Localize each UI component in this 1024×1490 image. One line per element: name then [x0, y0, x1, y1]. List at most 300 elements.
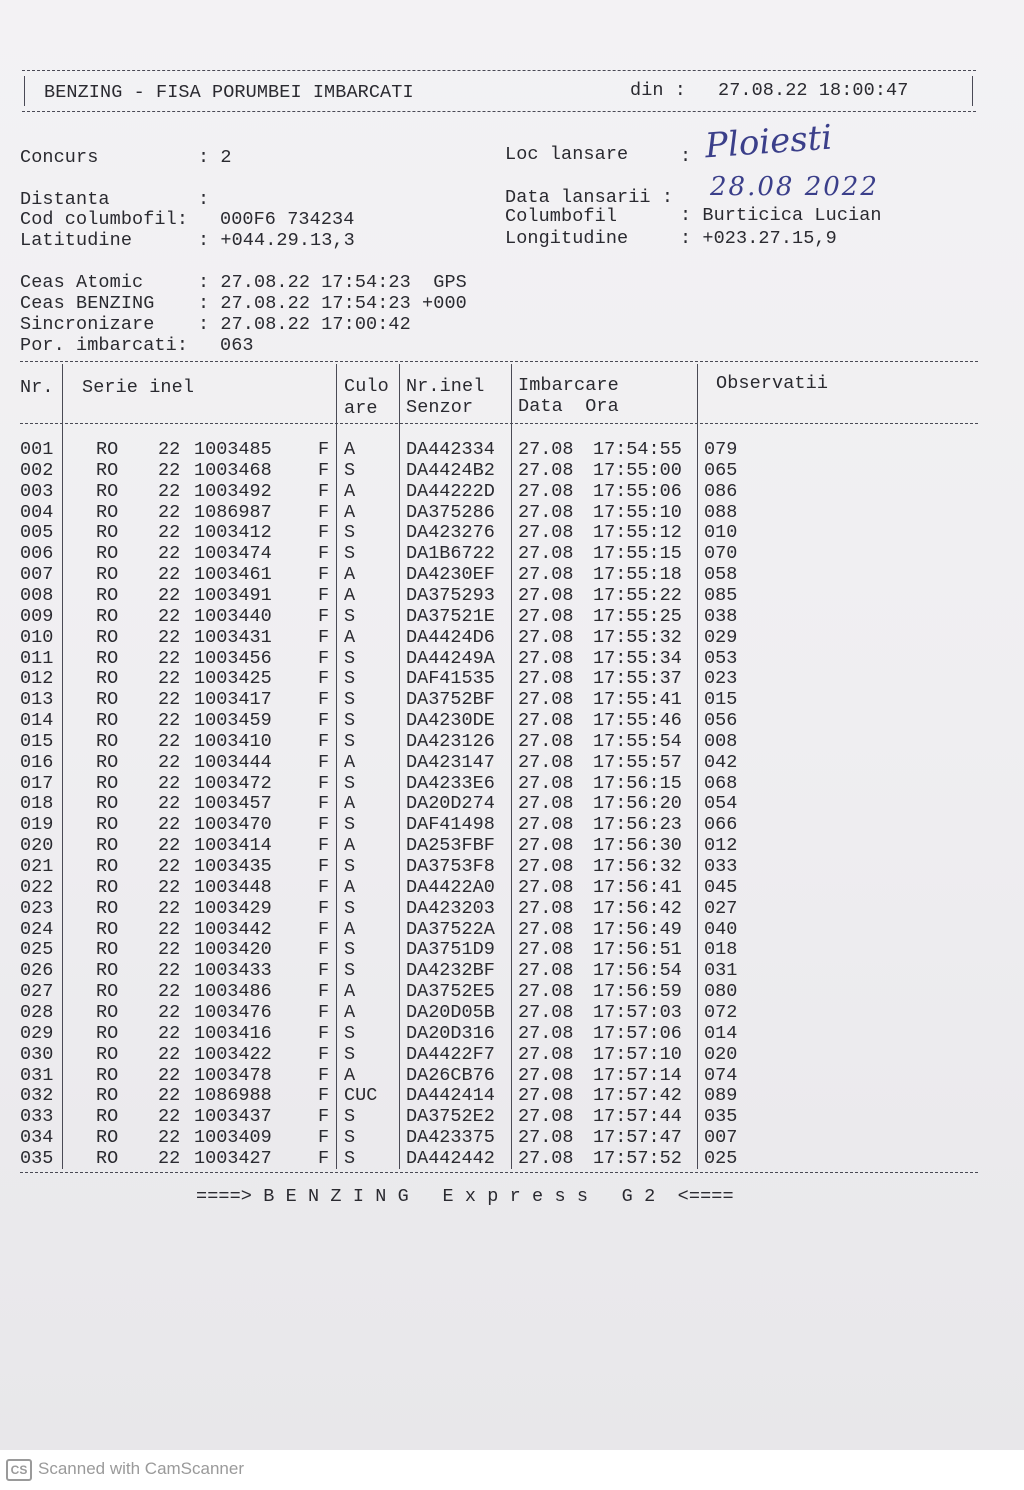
row-time: 17:56:15 — [593, 772, 682, 794]
row-ring-number: 1003437 — [194, 1106, 272, 1128]
columbofil-value: : Burticica Lucian — [680, 205, 882, 226]
row-observation: 066 — [704, 814, 738, 836]
row-sex: F — [318, 856, 330, 877]
table-row — [0, 752, 1000, 773]
row-year: 22 — [158, 1064, 181, 1086]
table-top-rule — [20, 361, 978, 362]
row-nr: 004 — [20, 501, 54, 523]
row-year: 22 — [158, 1022, 181, 1044]
row-time: 17:56:54 — [593, 960, 682, 982]
row-sex: F — [318, 605, 330, 627]
row-sensor-ring: DA423276 — [406, 522, 495, 544]
row-country: RO — [96, 751, 119, 773]
row-color: S — [344, 459, 356, 481]
row-color: A — [344, 1001, 356, 1023]
row-country: RO — [96, 584, 119, 606]
row-observation: 072 — [704, 1001, 738, 1023]
row-ring-number: 1086988 — [194, 1085, 272, 1107]
table-row — [0, 1127, 1000, 1148]
row-sex: F — [318, 876, 330, 898]
row-observation: 014 — [704, 1022, 738, 1044]
row-sex: F — [318, 564, 330, 586]
row-sensor-ring: DA26CB76 — [406, 1064, 495, 1086]
row-observation: 053 — [704, 647, 738, 669]
row-sex: F — [318, 480, 330, 502]
row-sensor-ring: DA4232BF — [406, 960, 495, 982]
row-ring-number: 1003459 — [194, 710, 272, 732]
row-date: 27.08 — [518, 835, 574, 857]
row-year: 22 — [158, 918, 181, 940]
row-time: 17:55:00 — [593, 459, 682, 481]
scanner-watermark-bar — [0, 1450, 1024, 1490]
row-sex: F — [318, 668, 330, 690]
row-ring-number: 1003416 — [194, 1022, 272, 1044]
row-year: 22 — [158, 543, 181, 565]
row-ring-number: 1003425 — [194, 668, 272, 690]
row-nr: 025 — [20, 939, 54, 961]
row-sensor-ring: DA20D274 — [406, 793, 495, 815]
row-year: 22 — [158, 856, 181, 877]
row-date: 27.08 — [518, 689, 574, 711]
row-observation: 025 — [704, 1147, 738, 1169]
row-year: 22 — [158, 480, 181, 502]
camscanner-watermark-text: Scanned with CamScanner — [38, 1459, 245, 1478]
row-year: 22 — [158, 730, 181, 752]
table-row — [0, 627, 1000, 648]
row-color: S — [344, 522, 356, 544]
row-sex: F — [318, 501, 330, 523]
row-ring-number: 1003461 — [194, 564, 272, 586]
row-nr: 001 — [20, 439, 54, 460]
row-observation: 070 — [704, 543, 738, 565]
row-color: S — [344, 814, 356, 836]
row-year: 22 — [158, 876, 181, 898]
row-date: 27.08 — [518, 1001, 574, 1023]
row-sensor-ring: DAF41535 — [406, 668, 495, 690]
row-observation: 042 — [704, 751, 738, 773]
cod-columbofil-label: Cod columbofil: — [20, 209, 189, 230]
row-color: S — [344, 689, 356, 711]
table-row — [0, 710, 1000, 731]
row-color: A — [344, 584, 356, 606]
row-country: RO — [96, 1001, 119, 1023]
row-year: 22 — [158, 1001, 181, 1023]
row-observation: 038 — [704, 605, 738, 627]
row-year: 22 — [158, 939, 181, 961]
row-observation: 008 — [704, 730, 738, 752]
row-year: 22 — [158, 501, 181, 523]
row-nr: 024 — [20, 918, 54, 940]
table-row — [0, 731, 1000, 752]
row-country: RO — [96, 501, 119, 523]
row-year: 22 — [158, 668, 181, 690]
row-year: 22 — [158, 981, 181, 1003]
row-observation: 020 — [704, 1043, 738, 1065]
header-culoare-1: Culo — [344, 376, 389, 397]
table-row — [0, 1065, 1000, 1086]
row-color: A — [344, 981, 356, 1003]
row-time: 17:55:32 — [593, 626, 682, 648]
row-observation: 045 — [704, 876, 738, 898]
row-time: 17:56:41 — [593, 876, 682, 898]
row-observation: 056 — [704, 710, 738, 732]
row-nr: 018 — [20, 793, 54, 815]
row-year: 22 — [158, 710, 181, 732]
row-date: 27.08 — [518, 668, 574, 690]
row-date: 27.08 — [518, 564, 574, 586]
row-date: 27.08 — [518, 626, 574, 648]
row-time: 17:55:10 — [593, 501, 682, 523]
row-ring-number: 1003476 — [194, 1001, 272, 1023]
row-sensor-ring: DA442442 — [406, 1147, 495, 1169]
table-row — [0, 502, 1000, 523]
row-ring-number: 1003442 — [194, 918, 272, 940]
row-ring-number: 1003491 — [194, 584, 272, 606]
row-ring-number: 1086987 — [194, 501, 272, 523]
row-country: RO — [96, 605, 119, 627]
row-country: RO — [96, 876, 119, 898]
row-sensor-ring: DA44249A — [406, 647, 495, 669]
row-country: RO — [96, 918, 119, 940]
row-color: A — [344, 1064, 356, 1086]
row-color: A — [344, 751, 356, 773]
row-color: A — [344, 918, 356, 940]
row-country: RO — [96, 1127, 119, 1149]
row-nr: 013 — [20, 689, 54, 711]
row-observation: 029 — [704, 626, 738, 648]
row-date: 27.08 — [518, 1022, 574, 1044]
row-year: 22 — [158, 689, 181, 711]
row-sensor-ring: DA4424D6 — [406, 626, 495, 648]
table-row — [0, 856, 1000, 877]
row-year: 22 — [158, 459, 181, 481]
row-ring-number: 1003435 — [194, 856, 272, 877]
row-nr: 022 — [20, 876, 54, 898]
row-time: 17:55:54 — [593, 730, 682, 752]
row-observation: 033 — [704, 856, 738, 877]
loc-lansare-label: Loc lansare — [505, 144, 629, 165]
row-observation: 079 — [704, 439, 738, 460]
row-date: 27.08 — [518, 710, 574, 732]
header-left-border — [24, 76, 25, 106]
row-time: 17:55:41 — [593, 689, 682, 711]
row-ring-number: 1003422 — [194, 1043, 272, 1065]
row-date: 27.08 — [518, 814, 574, 836]
header-nr-inel: Nr.inel — [406, 376, 485, 397]
row-sensor-ring: DA253FBF — [406, 835, 495, 857]
row-ring-number: 1003427 — [194, 1147, 272, 1169]
header-bottom-border — [22, 111, 976, 112]
row-year: 22 — [158, 772, 181, 794]
row-country: RO — [96, 522, 119, 544]
row-sensor-ring: DA3753F8 — [406, 856, 495, 877]
row-observation: 080 — [704, 981, 738, 1003]
row-year: 22 — [158, 897, 181, 919]
header-top-border — [22, 70, 976, 71]
camscanner-logo-icon: CS — [6, 1459, 32, 1481]
row-ring-number: 1003478 — [194, 1064, 272, 1086]
row-date: 27.08 — [518, 1064, 574, 1086]
row-country: RO — [96, 543, 119, 565]
row-year: 22 — [158, 960, 181, 982]
header-culoare-2: are — [344, 398, 378, 419]
row-country: RO — [96, 772, 119, 794]
row-time: 17:55:57 — [593, 751, 682, 773]
row-date: 27.08 — [518, 647, 574, 669]
row-sex: F — [318, 543, 330, 565]
table-row — [0, 793, 1000, 814]
row-ring-number: 1003485 — [194, 439, 272, 460]
table-row — [0, 773, 1000, 794]
table-row — [0, 1002, 1000, 1023]
row-ring-number: 1003468 — [194, 459, 272, 481]
row-time: 17:57:52 — [593, 1147, 682, 1169]
row-sensor-ring: DA20D316 — [406, 1022, 495, 1044]
header-senzor: Senzor — [406, 397, 474, 418]
row-color: CUC — [344, 1085, 378, 1107]
row-time: 17:56:32 — [593, 856, 682, 877]
row-time: 17:55:15 — [593, 543, 682, 565]
row-ring-number: 1003492 — [194, 480, 272, 502]
longitudine-value: : +023.27.15,9 — [680, 228, 837, 249]
row-year: 22 — [158, 793, 181, 815]
row-time: 17:56:59 — [593, 981, 682, 1003]
row-observation: 068 — [704, 772, 738, 794]
row-sex: F — [318, 730, 330, 752]
row-year: 22 — [158, 522, 181, 544]
document-title: BENZING - FISA PORUMBEI IMBARCATI — [44, 82, 414, 103]
row-sex: F — [318, 793, 330, 815]
row-nr: 017 — [20, 772, 54, 794]
row-date: 27.08 — [518, 1085, 574, 1107]
row-color: S — [344, 1147, 356, 1169]
row-sex: F — [318, 835, 330, 857]
row-date: 27.08 — [518, 981, 574, 1003]
row-country: RO — [96, 981, 119, 1003]
header-observatii: Observatii — [716, 373, 829, 394]
row-nr: 011 — [20, 647, 54, 669]
row-color: S — [344, 897, 356, 919]
row-observation: 018 — [704, 939, 738, 961]
concurs-label: Concurs — [20, 147, 99, 168]
row-ring-number: 1003457 — [194, 793, 272, 815]
row-sex: F — [318, 772, 330, 794]
row-sex: F — [318, 1022, 330, 1044]
concurs-value: : 2 — [198, 147, 232, 168]
row-year: 22 — [158, 605, 181, 627]
row-ring-number: 1003472 — [194, 772, 272, 794]
table-row — [0, 1085, 1000, 1106]
row-nr: 007 — [20, 564, 54, 586]
row-nr: 031 — [20, 1064, 54, 1086]
row-ring-number: 1003456 — [194, 647, 272, 669]
row-color: A — [344, 564, 356, 586]
row-time: 17:55:34 — [593, 647, 682, 669]
row-observation: 012 — [704, 835, 738, 857]
row-color: S — [344, 543, 356, 565]
row-ring-number: 1003448 — [194, 876, 272, 898]
row-observation: 031 — [704, 960, 738, 982]
row-nr: 002 — [20, 459, 54, 481]
row-sensor-ring: DA44222D — [406, 480, 495, 502]
row-country: RO — [96, 1064, 119, 1086]
print-datetime: 27.08.22 18:00:47 — [718, 80, 909, 101]
header-serie-inel: Serie inel — [82, 377, 195, 398]
row-sex: F — [318, 897, 330, 919]
row-nr: 010 — [20, 626, 54, 648]
row-sensor-ring: DA4422A0 — [406, 876, 495, 898]
row-ring-number: 1003433 — [194, 960, 272, 982]
row-nr: 012 — [20, 668, 54, 690]
row-country: RO — [96, 647, 119, 669]
row-sensor-ring: DA423126 — [406, 730, 495, 752]
row-time: 17:55:46 — [593, 710, 682, 732]
row-date: 27.08 — [518, 1147, 574, 1169]
row-time: 17:55:06 — [593, 480, 682, 502]
row-time: 17:57:06 — [593, 1022, 682, 1044]
row-year: 22 — [158, 647, 181, 669]
row-sex: F — [318, 1127, 330, 1149]
loc-lansare-handwritten: Ploiesti — [703, 117, 834, 167]
row-year: 22 — [158, 439, 181, 460]
row-color: A — [344, 793, 356, 815]
row-sensor-ring: DA3752E5 — [406, 981, 495, 1003]
row-sensor-ring: DA375286 — [406, 501, 495, 523]
row-sensor-ring: DA3752E2 — [406, 1106, 495, 1128]
row-time: 17:57:14 — [593, 1064, 682, 1086]
row-sex: F — [318, 584, 330, 606]
row-nr: 003 — [20, 480, 54, 502]
row-date: 27.08 — [518, 918, 574, 940]
table-row — [0, 606, 1000, 627]
row-country: RO — [96, 856, 119, 877]
row-country: RO — [96, 1106, 119, 1128]
row-country: RO — [96, 459, 119, 481]
row-year: 22 — [158, 584, 181, 606]
row-country: RO — [96, 1085, 119, 1107]
row-color: A — [344, 480, 356, 502]
row-sensor-ring: DA3751D9 — [406, 939, 495, 961]
row-color: A — [344, 626, 356, 648]
row-observation: 058 — [704, 564, 738, 586]
row-country: RO — [96, 1022, 119, 1044]
row-date: 27.08 — [518, 897, 574, 919]
columbofil-label: Columbofil — [505, 206, 618, 227]
row-observation: 065 — [704, 459, 738, 481]
row-year: 22 — [158, 1043, 181, 1065]
row-country: RO — [96, 1147, 119, 1169]
table-row — [0, 981, 1000, 1002]
ceas-benzing-label: Ceas BENZING — [20, 293, 155, 314]
row-ring-number: 1003444 — [194, 751, 272, 773]
row-sex: F — [318, 814, 330, 836]
row-sex: F — [318, 459, 330, 481]
row-color: A — [344, 501, 356, 523]
row-sensor-ring: DA4230EF — [406, 564, 495, 586]
row-sensor-ring: DA442334 — [406, 439, 495, 460]
row-time: 17:57:47 — [593, 1127, 682, 1149]
row-date: 27.08 — [518, 501, 574, 523]
row-sex: F — [318, 1106, 330, 1128]
table-row — [0, 1044, 1000, 1065]
row-color: S — [344, 647, 356, 669]
row-time: 17:57:42 — [593, 1085, 682, 1107]
row-year: 22 — [158, 1106, 181, 1128]
row-nr: 016 — [20, 751, 54, 773]
row-sex: F — [318, 647, 330, 669]
row-color: S — [344, 939, 356, 961]
row-sex: F — [318, 939, 330, 961]
row-year: 22 — [158, 626, 181, 648]
row-observation: 089 — [704, 1085, 738, 1107]
row-nr: 020 — [20, 835, 54, 857]
row-date: 27.08 — [518, 751, 574, 773]
din-label: din : — [630, 80, 687, 101]
row-nr: 032 — [20, 1085, 54, 1107]
row-date: 27.08 — [518, 1106, 574, 1128]
benzing-express-footer: ====> B E N Z I N G E x p r e s s G 2 <==== — [196, 1186, 734, 1207]
table-header-rule — [20, 423, 978, 424]
row-observation: 086 — [704, 480, 738, 502]
row-country: RO — [96, 835, 119, 857]
row-nr: 034 — [20, 1127, 54, 1149]
row-observation: 085 — [704, 584, 738, 606]
row-sex: F — [318, 689, 330, 711]
row-nr: 027 — [20, 981, 54, 1003]
row-observation: 040 — [704, 918, 738, 940]
row-country: RO — [96, 960, 119, 982]
row-nr: 008 — [20, 584, 54, 606]
table-row — [0, 939, 1000, 960]
row-country: RO — [96, 730, 119, 752]
distanta-value: : — [198, 189, 210, 210]
row-country: RO — [96, 710, 119, 732]
table-row — [0, 668, 1000, 689]
row-nr: 026 — [20, 960, 54, 982]
row-date: 27.08 — [518, 1043, 574, 1065]
row-time: 17:55:25 — [593, 605, 682, 627]
row-sensor-ring: DAF41498 — [406, 814, 495, 836]
row-sex: F — [318, 522, 330, 544]
row-time: 17:54:55 — [593, 439, 682, 460]
porumbei-imbarcati-label: Por. imbarcati: — [20, 335, 189, 356]
row-ring-number: 1003474 — [194, 543, 272, 565]
distanta-label: Distanta — [20, 189, 110, 210]
row-date: 27.08 — [518, 793, 574, 815]
row-observation: 088 — [704, 501, 738, 523]
row-sensor-ring: DA20D05B — [406, 1001, 495, 1023]
row-color: S — [344, 730, 356, 752]
row-sex: F — [318, 918, 330, 940]
row-color: S — [344, 1127, 356, 1149]
table-bottom-rule — [20, 1172, 978, 1173]
row-date: 27.08 — [518, 522, 574, 544]
table-row — [0, 460, 1000, 481]
row-ring-number: 1003486 — [194, 981, 272, 1003]
row-country: RO — [96, 897, 119, 919]
row-time: 17:55:37 — [593, 668, 682, 690]
row-time: 17:57:03 — [593, 1001, 682, 1023]
row-nr: 006 — [20, 543, 54, 565]
porumbei-imbarcati-value: 063 — [220, 335, 254, 356]
row-sensor-ring: DA4230DE — [406, 710, 495, 732]
row-color: A — [344, 439, 356, 460]
row-nr: 014 — [20, 710, 54, 732]
row-color: S — [344, 1022, 356, 1044]
row-observation: 054 — [704, 793, 738, 815]
row-color: S — [344, 856, 356, 877]
row-year: 22 — [158, 1127, 181, 1149]
